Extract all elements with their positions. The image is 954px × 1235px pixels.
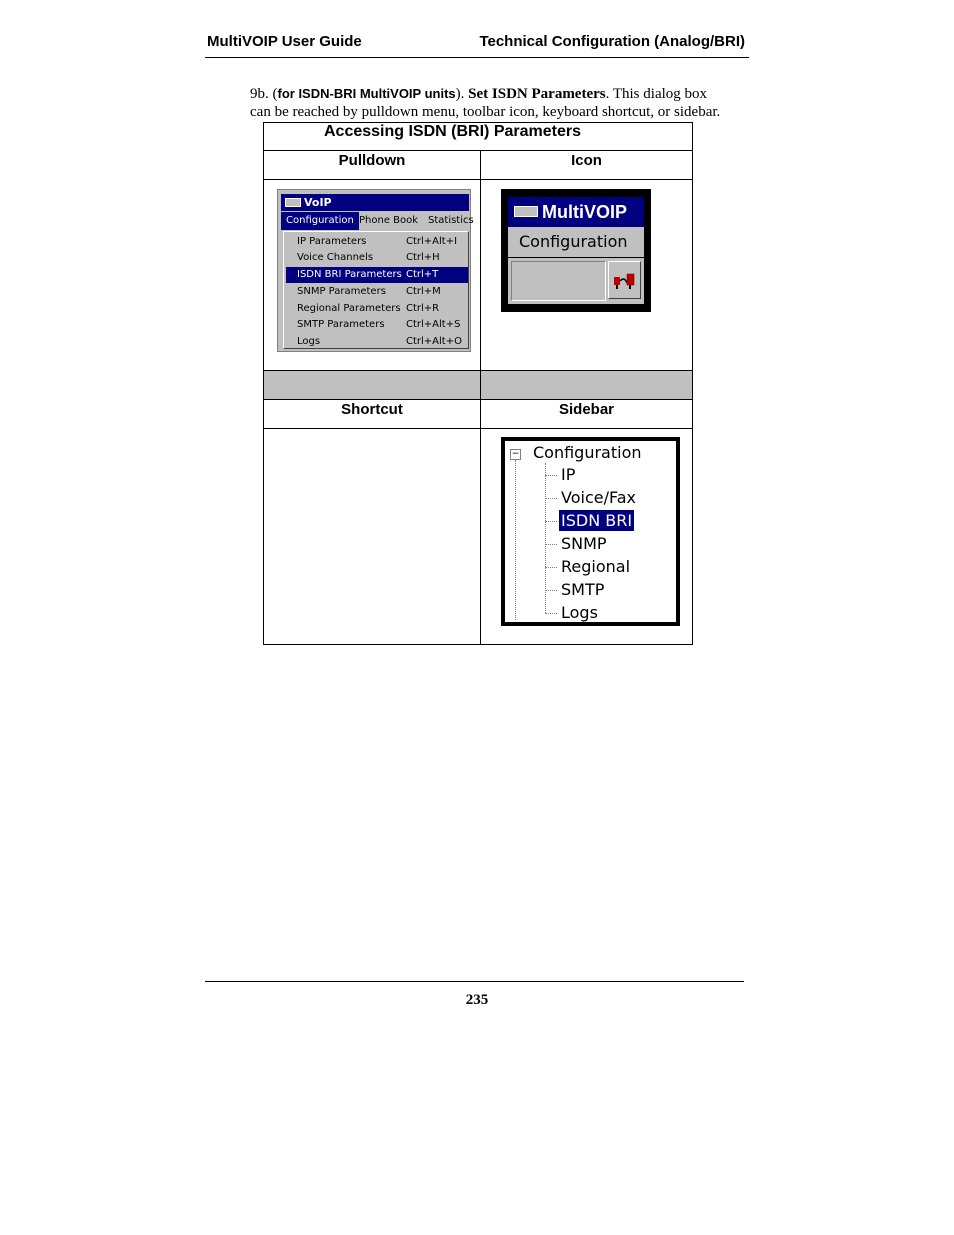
step-number: 9b. ( xyxy=(250,86,278,102)
header-rule xyxy=(205,57,749,58)
tree-node-label: Voice/Fax xyxy=(561,488,636,507)
menu-item-shortcut: Ctrl+M xyxy=(406,286,441,297)
menu-item-label: ISDN BRI Parameters xyxy=(297,269,402,280)
sidebar-tree xyxy=(505,441,676,622)
menu-item-regional-parameters[interactable] xyxy=(286,301,468,317)
tree-connector xyxy=(545,475,557,476)
tree-node-label: Regional xyxy=(561,557,631,576)
menu-phone-book[interactable]: Phone Book xyxy=(359,215,419,226)
shortcut-heading: Shortcut xyxy=(264,400,481,429)
tree-node-smtp[interactable] xyxy=(545,579,665,600)
intro-paragraph xyxy=(250,85,746,121)
menu-item-ip-parameters[interactable] xyxy=(286,234,468,250)
menu-item-snmp-parameters[interactable] xyxy=(286,284,468,300)
tree-node-snmp[interactable] xyxy=(545,533,665,554)
pulldown-heading: Pulldown xyxy=(264,151,481,180)
qualifier-close: ). xyxy=(455,86,469,102)
multivoip-app-icon xyxy=(514,206,538,217)
step-action: Set ISDN Parameters xyxy=(468,86,606,102)
tree-connector xyxy=(545,613,557,614)
tree-node-label: IP xyxy=(561,465,576,484)
tree-node-label: ISDN BRI xyxy=(561,511,633,530)
menubar xyxy=(281,212,474,230)
toolbar-well xyxy=(511,261,606,301)
menu-statistics[interactable]: Statistics xyxy=(428,215,474,226)
pulldown-window-title xyxy=(281,194,469,211)
icon-heading: Icon xyxy=(481,151,693,180)
menu-item-label: SNMP Parameters xyxy=(297,286,386,297)
page-number: 235 xyxy=(465,992,489,1008)
shortcut-cell xyxy=(264,429,481,645)
menu-item-label: SMTP Parameters xyxy=(297,319,385,330)
menu-item-logs[interactable] xyxy=(286,334,468,350)
tree-node-isdn-bri[interactable] xyxy=(545,510,665,531)
menu-configuration-large[interactable]: Configuration xyxy=(508,227,644,257)
menu-item-shortcut: Ctrl+R xyxy=(406,303,440,314)
menu-item-shortcut: Ctrl+Alt+O xyxy=(406,336,462,347)
tree-node-voice-fax[interactable] xyxy=(545,487,665,508)
sidebar-screenshot xyxy=(501,437,680,626)
sidebar-heading: Sidebar xyxy=(481,400,693,429)
tree-connector xyxy=(545,498,557,499)
collapse-icon[interactable]: − xyxy=(511,449,520,459)
tree-guide-line xyxy=(515,460,516,620)
tree-node-label: Logs xyxy=(561,603,598,622)
configuration-dropdown xyxy=(283,231,469,349)
menu-item-shortcut: Ctrl+H xyxy=(406,252,440,263)
tree-root-configuration[interactable]: Configuration xyxy=(533,443,642,462)
tree-node-label: SMTP xyxy=(561,580,605,599)
tree-connector xyxy=(545,590,557,591)
menu-item-label: IP Parameters xyxy=(297,236,367,247)
voip-app-icon xyxy=(285,198,301,207)
intro-text-1: . This dialog box xyxy=(605,86,708,102)
spacer-cell-left xyxy=(264,371,481,400)
tree-connector xyxy=(545,544,557,545)
spacer-cell-right xyxy=(481,371,693,400)
multivoip-title-text: MultiVOIP xyxy=(542,202,627,222)
isdn-toolbar-button[interactable] xyxy=(608,261,641,299)
pulldown-window-title-text: VoIP xyxy=(304,196,332,209)
menu-item-label: Logs xyxy=(297,336,321,347)
toolbar xyxy=(508,258,644,304)
menu-item-shortcut: Ctrl+T xyxy=(406,269,439,280)
icon-screenshot xyxy=(501,189,651,312)
tree-connector xyxy=(545,521,557,522)
pulldown-menu-screenshot xyxy=(277,189,474,352)
isdn-plug-icon xyxy=(609,262,640,298)
menu-item-label: Regional Parameters xyxy=(297,303,401,314)
tree-node-label: SNMP xyxy=(561,534,607,553)
menu-item-shortcut: Ctrl+Alt+I xyxy=(406,236,458,247)
menu-item-isdn-bri-parameters[interactable] xyxy=(286,267,468,283)
tree-node-ip[interactable] xyxy=(545,464,665,485)
unit-qualifier: for ISDN-BRI MultiVOIP units xyxy=(277,86,456,101)
tree-connector xyxy=(545,567,557,568)
running-header-section: Technical Configuration (Analog/BRI) xyxy=(479,33,745,50)
footer-rule xyxy=(205,981,744,982)
multivoip-title-bar xyxy=(508,197,644,227)
menu-item-label: Voice Channels xyxy=(297,252,374,263)
table-title: Accessing ISDN (BRI) Parameters xyxy=(264,123,693,151)
menu-configuration[interactable]: Configuration xyxy=(281,212,359,230)
menu-item-voice-channels[interactable] xyxy=(286,250,468,266)
intro-text-2: can be reached by pulldown menu, toolbar icon, keyboard shortcut, or sidebar. xyxy=(250,104,721,120)
menu-item-smtp-parameters[interactable] xyxy=(286,317,468,333)
tree-node-regional[interactable] xyxy=(545,556,665,577)
running-header-title: MultiVOIP User Guide xyxy=(207,33,362,50)
menu-item-shortcut: Ctrl+Alt+S xyxy=(406,319,461,330)
tree-node-logs[interactable] xyxy=(545,602,665,623)
